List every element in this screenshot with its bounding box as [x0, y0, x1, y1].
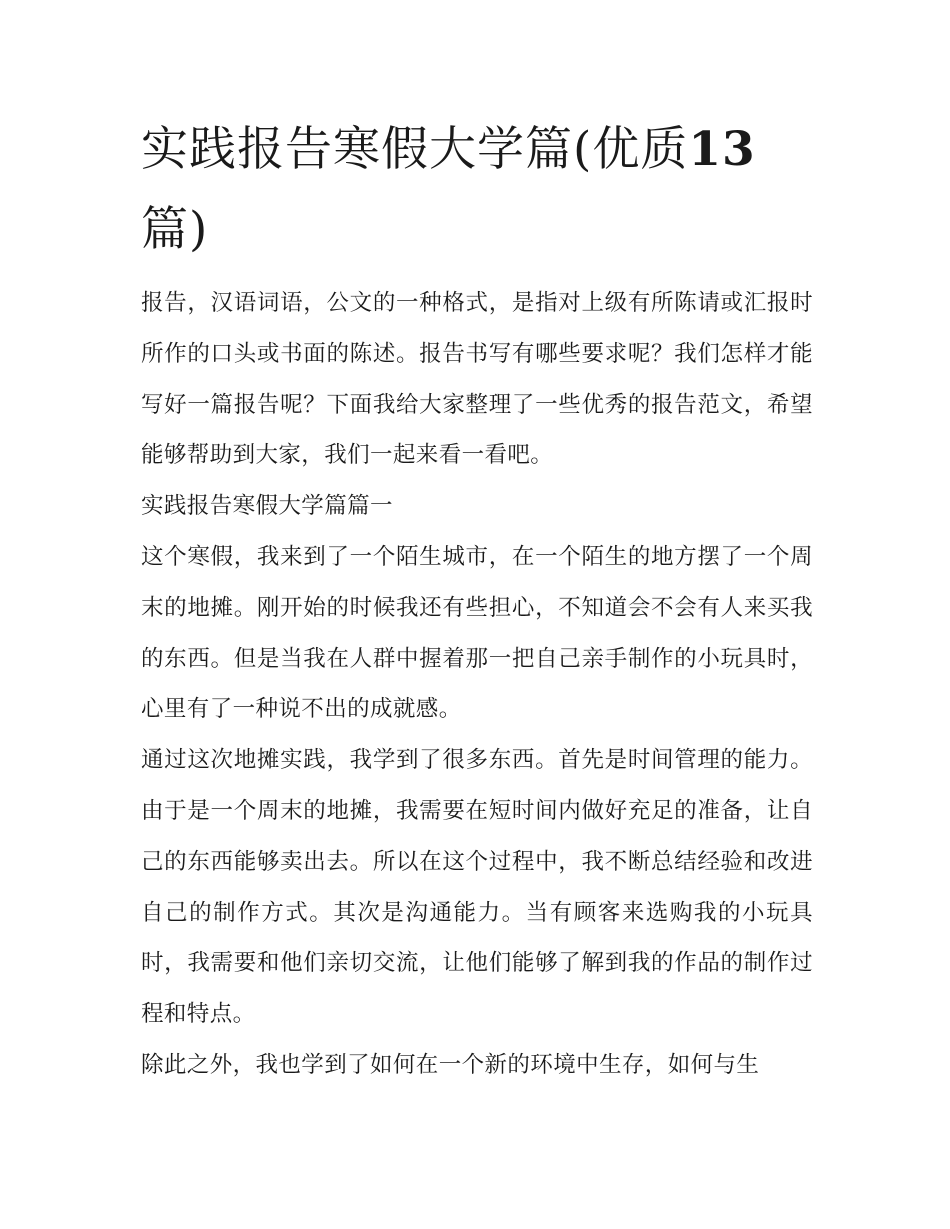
document-title — [141, 110, 813, 270]
body-paragraph-3: 除此之外，我也学到了如何在一个新的环境中生存，如何与生 — [141, 1051, 760, 1078]
body-paragraph-2: 通过这次地摊实践，我学到了很多东西。首先是时间管理的能力。由于是一个周末的地摊，我需要在短时间内做好充足的准备，让自己的东西能够卖出去。所以在这个过程中，我不断总结经验和改进自己的制作方式。其次是沟通能力。当有顾客来选购我的小玩具时，我需要和他们亲切交流，让他们能够了解到我的作品的制作过程和特点。 — [141, 747, 813, 1028]
title-text: 实践报告寒假大学篇(优质 — [141, 122, 689, 177]
title-suffix: 篇) — [141, 202, 209, 257]
intro-paragraph: 报告，汉语词语，公文的一种格式，是指对上级有所陈请或汇报时所作的口头或书面的陈述。报告书写有哪些要求呢？我们怎样才能写好一篇报告呢？下面我给大家整理了一些优秀的报告范文，希望能够帮助到大家，我们一起来看一看吧。 — [141, 290, 813, 469]
body-paragraph-1: 这个寒假，我来到了一个陌生城市，在一个陌生的地方摆了一个周末的地摊。刚开始的时候我还有些担心，不知道会不会有人来买我的东西。但是当我在人群中握着那一把自己亲手制作的小玩具时，心里有了一种说不出的成就感。 — [141, 543, 813, 723]
section-heading: 实践报告寒假大学篇篇一 — [141, 493, 393, 520]
title-number: 13 — [688, 122, 756, 177]
document-page — [141, 110, 813, 1091]
